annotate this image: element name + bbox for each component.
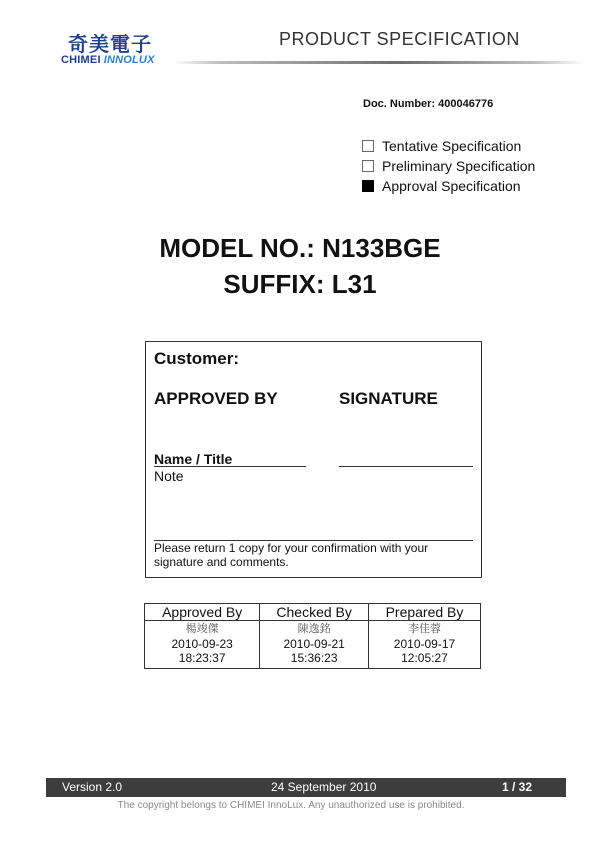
approver-date: 2010-09-23 xyxy=(171,636,233,651)
logo-chimei-text: CHIMEI xyxy=(61,54,101,66)
internal-approval-table xyxy=(144,603,481,669)
spec-item-preliminary xyxy=(362,156,535,176)
checker-time: 15:36:23 xyxy=(290,651,338,665)
model-suffix-title: SUFFIX: L31 xyxy=(223,269,377,299)
footer-page-number: 1 / 32 xyxy=(502,780,533,794)
return-instructions: Please return 1 copy for your confirmation with your signature and comments. xyxy=(154,541,429,569)
name-title-line xyxy=(154,466,306,467)
model-number-title: MODEL NO.: N133BGE xyxy=(159,233,441,263)
checked-by-header: Checked By xyxy=(260,604,369,621)
checked-by-cell xyxy=(260,621,369,669)
company-logo-english xyxy=(61,54,155,66)
note-label: Note xyxy=(154,468,184,484)
preparer-time: 12:05:27 xyxy=(401,651,448,665)
signature-heading: SIGNATURE xyxy=(339,389,438,408)
approval-header-row xyxy=(145,604,481,621)
preparer-date: 2010-09-17 xyxy=(393,636,456,651)
signature-line xyxy=(339,466,473,467)
spec-item-approval xyxy=(362,176,535,196)
specification-type-list xyxy=(362,136,535,196)
footer-bar xyxy=(46,778,566,797)
preparer-name: 李佳蓉 xyxy=(407,622,441,635)
checkbox-approval xyxy=(362,180,374,192)
approved-by-cell xyxy=(145,621,260,669)
prepared-by-header: Prepared By xyxy=(368,604,480,621)
spec-label-preliminary: Preliminary Specification xyxy=(382,158,536,174)
checker-date: 2010-09-21 xyxy=(283,636,345,651)
company-logo-chinese: 奇美電子 xyxy=(68,32,152,56)
customer-approval-box xyxy=(145,341,482,578)
approved-by-heading: APPROVED BY xyxy=(154,389,278,408)
checkbox-preliminary xyxy=(362,160,374,172)
customer-label: Customer: xyxy=(154,349,240,368)
checker-name: 陳逸銘 xyxy=(297,622,331,635)
spec-item-tentative xyxy=(362,136,535,156)
approver-time: 18:23:37 xyxy=(178,651,226,665)
footer-version: Version 2.0 xyxy=(62,780,123,794)
checkbox-tentative xyxy=(362,140,374,152)
header-divider xyxy=(172,61,584,64)
prepared-by-cell xyxy=(368,621,480,669)
approver-name: 楊竣傑 xyxy=(185,622,219,635)
approved-by-header: Approved By xyxy=(145,604,260,621)
copyright-notice: The copyright belongs to CHIMEI InnoLux. Any unauthorized use is prohibited. xyxy=(117,800,465,811)
footer-date: 24 September 2010 xyxy=(271,780,377,794)
page-header-title: PRODUCT SPECIFICATION xyxy=(279,29,520,49)
approval-data-row xyxy=(145,621,481,669)
document-number: Doc. Number: 400046776 xyxy=(363,98,494,110)
name-title-label: Name / Title xyxy=(154,451,233,467)
logo-innolux-text: INNOLUX xyxy=(103,54,155,66)
spec-label-tentative: Tentative Specification xyxy=(382,138,522,154)
spec-label-approval: Approval Specification xyxy=(382,178,521,194)
